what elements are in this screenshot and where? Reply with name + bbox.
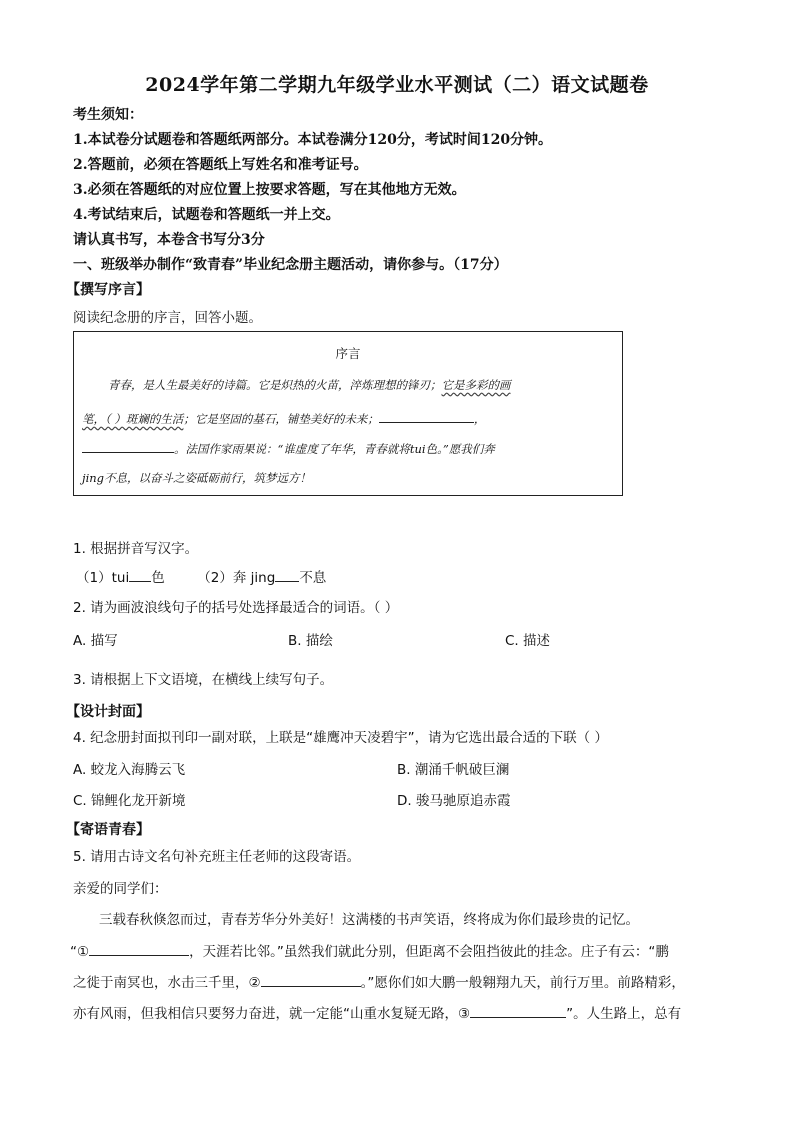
sub-item-1-suffix: 色 (151, 570, 165, 586)
q4-option-d[interactable]: D. 骏马驰原追赤霞 (397, 793, 511, 809)
q4-option-b[interactable]: B. 潮涌千帆破巨澜 (397, 762, 510, 778)
part-title-cover: 【设计封面】 (66, 704, 150, 720)
wavy-sentence-start: 它是多彩的画 (441, 378, 511, 392)
q2-option-a[interactable]: A. 描写 (73, 633, 118, 649)
sub-item-2-suffix: 不息 (299, 570, 327, 586)
notice-item-4: 4.考试结束后，试题卷和答题纸一并上交。 (73, 207, 340, 223)
question-5: 5. 请用古诗文名句补充班主任老师的这段寄语。 (73, 849, 361, 865)
notice-item-2: 2.答题前，必须在答题纸上写姓名和准考证号。 (73, 157, 368, 173)
sub-item-2-label: （2）奔 jing (197, 570, 276, 586)
notice-item-1: 1.本试卷分试题卷和答题纸两部分。本试卷满分120分，考试时间120分钟。 (73, 132, 553, 148)
preface-line-1 (108, 377, 511, 393)
message-text: 之徙于南冥也，水击三千里，② (73, 975, 261, 991)
part-title-preface: 【撰写序言】 (66, 282, 150, 298)
greeting: 亲爱的同学们： (73, 881, 168, 897)
preface-line-4: jing不息，以奋斗之姿砥砺前行，筑梦远方！ (82, 471, 312, 485)
fill-blank-1[interactable] (379, 409, 474, 423)
message-text: 亦有风雨，但我相信只要努力奋进，就一定能“山重水复疑无路，③ (73, 1006, 471, 1022)
fill-blank-2[interactable] (82, 439, 174, 453)
message-text: ”。人生路上，总有 (566, 1006, 682, 1022)
poem-blank-3[interactable] (470, 1004, 566, 1018)
q4-option-c[interactable]: C. 锦鲤化龙开新境 (73, 793, 186, 809)
q2-option-b[interactable]: B. 描绘 (288, 633, 333, 649)
question-1-subitems (76, 568, 326, 587)
poem-blank-2[interactable] (261, 973, 361, 987)
q4-option-a[interactable]: A. 蛟龙入海腾云飞 (73, 762, 186, 778)
part-title-message: 【寄语青春】 (66, 822, 150, 838)
preface-text: 青春，是人生最美好的诗篇。它是炽热的火苗，淬炼理想的锋刃； (108, 378, 442, 392)
message-paragraph-3 (73, 973, 685, 992)
sub-item-1-label: （1）tui (76, 570, 130, 586)
answer-blank-tui[interactable] (129, 568, 151, 582)
message-text: ，天涯若比邻。”虽然我们就此分别，但距离不会阻挡彼此的挂念。庄子有云：“鹏 (189, 944, 669, 960)
message-paragraph-4 (73, 1004, 681, 1023)
question-4: 4. 纪念册封面拟刊印一副对联，上联是“雄鹰冲天凌碧宇”，请为它选出最合适的下联（ ） (73, 730, 608, 746)
preface-line-2 (82, 409, 485, 427)
preface-line-3 (82, 439, 495, 457)
message-paragraph-1: 三载春秋倏忽而过，青春芳华分外美好！这满楼的书声笑语，终将成为你们最珍贵的记忆。 (99, 912, 639, 928)
part-intro: 阅读纪念册的序言，回答小题。 (73, 310, 262, 326)
section-heading: 一、班级举办制作“致青春”毕业纪念册主题活动，请你参与。（17分） (73, 257, 508, 273)
message-text: “① (70, 944, 90, 960)
question-3: 3. 请根据上下文语境，在横线上续写句子。 (73, 672, 334, 688)
preface-box (73, 331, 623, 496)
poem-blank-1[interactable] (89, 942, 189, 956)
preface-text: 。法国作家雨果说：“谁虚度了年华，青春就将tui色。”愿我们奔 (174, 442, 495, 456)
page-title: 2024学年第二学期九年级学业水平测试（二）语文试题卷 (145, 74, 649, 96)
answer-blank-jing[interactable] (275, 568, 299, 582)
question-1: 1. 根据拼音写汉字。 (73, 541, 199, 557)
message-paragraph-2 (70, 942, 669, 961)
preface-text: ， (473, 412, 486, 426)
question-2: 2. 请为画波浪线句子的括号处选择最适合的词语。（ ） (73, 600, 399, 616)
message-text: 。”愿你们如大鹏一般翱翔九天，前行万里。前路精彩， (360, 975, 685, 991)
wavy-sentence-end: 笔，（ ）斑斓的生活 (82, 412, 184, 426)
q2-option-c[interactable]: C. 描述 (505, 633, 551, 649)
preface-text: ；它是坚固的基石，铺垫美好的未来； (183, 412, 379, 426)
handwriting-note: 请认真书写，本卷含书写分3分 (73, 232, 265, 248)
preface-title: 序言 (335, 346, 361, 361)
notice-item-3: 3.必须在答题纸的对应位置上按要求答题，写在其他地方无效。 (73, 182, 466, 198)
notice-heading: 考生须知： (73, 107, 143, 123)
